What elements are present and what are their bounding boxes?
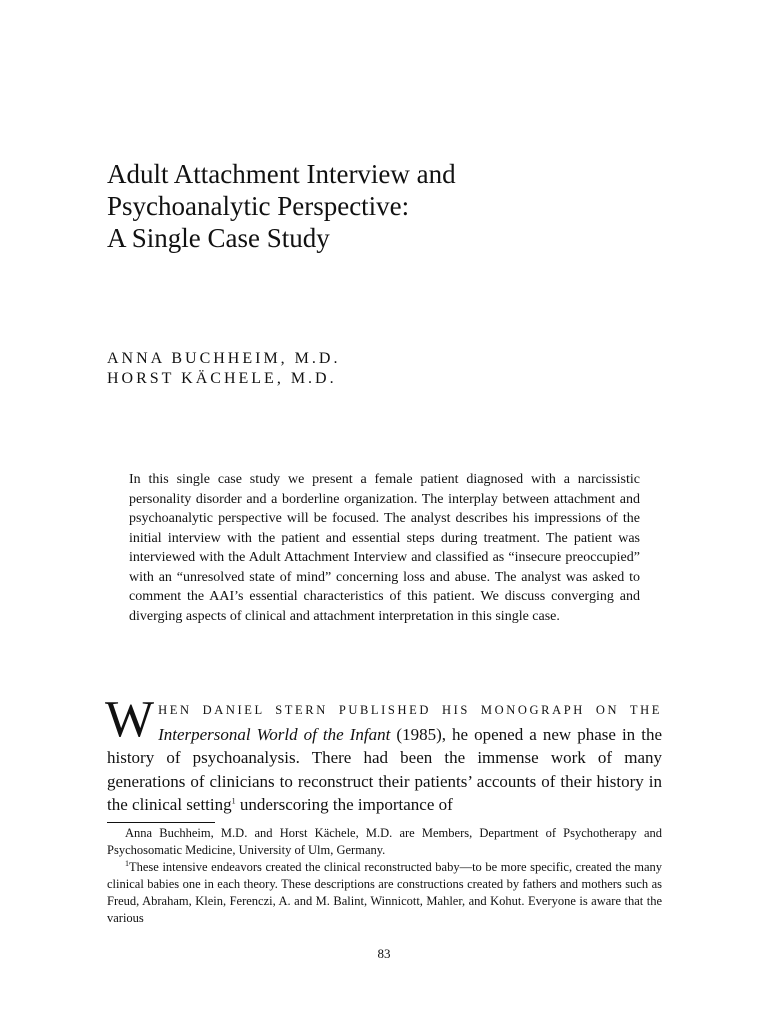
footnote-1 bbox=[107, 859, 662, 927]
footnote-ref: 1 bbox=[231, 796, 236, 806]
title-line-2: Psychoanalytic Perspective: bbox=[107, 191, 410, 221]
author-1: ANNA BUCHHEIM, M.D. bbox=[107, 350, 341, 367]
opening-smallcaps: HEN DANIEL STERN PUBLISHED HIS MONOGRAPH ON THE bbox=[158, 703, 662, 717]
book-title: Interpersonal World of the Infant bbox=[158, 724, 391, 744]
title-line-1: Adult Attachment Interview and bbox=[107, 159, 456, 189]
drop-cap: W bbox=[105, 691, 155, 748]
page-number: 83 bbox=[377, 946, 391, 961]
author-list bbox=[107, 349, 667, 389]
article-title bbox=[107, 158, 667, 254]
footnote-1-text: These intensive endeavors created the clinical reconstructed baby—to be more specific, created the many clinical babies one in each theory. These descriptions are constructions created by fathers and mothers such as Freud, Abraham, Klein, Ferenczi, A. and M. Balint, Winnicott, Mahler, and Kohut. Everyone is aware that the various bbox=[107, 860, 662, 925]
author-affiliation-note: Anna Buchheim, M.D. and Horst Kächele, M.D. are Members, Department of Psychotherapy and Psychosomatic Medicine, University of Ulm, Germany. bbox=[107, 826, 662, 857]
body-text-main: (1985), he opened a new phase in the history of psychoanalysis. There had been the immense work of many generations of clinicians to reconstruct their patients’ accounts of their history in the clinical setting bbox=[107, 724, 662, 814]
footnotes bbox=[107, 825, 662, 927]
abstract: In this single case study we present a female patient diagnosed with a narcissistic personality disorder and a borderline organization. The interplay between attachment and psychoanalytic perspective will be focused. The analyst describes his impressions of the initial interview with the patient and essential steps during treatment. The patient was interviewed with the Adult Attachment Interview and classified as “insecure preoccupied” with an “unresolved state of mind” concerning loss and abuse. The analyst was asked to comment the AAI’s essential characteristics of this patient. We discuss converging and diverging aspects of clinical and attachment interpretation in this single case. bbox=[129, 472, 640, 624]
body-text-tail: underscoring the importance of bbox=[235, 795, 453, 814]
footnote-1-marker: 1 bbox=[125, 858, 129, 868]
author-2: HORST KÄCHELE, M.D. bbox=[107, 370, 337, 387]
title-line-3: A Single Case Study bbox=[107, 223, 330, 253]
body-paragraph bbox=[105, 691, 662, 817]
footnote-divider bbox=[107, 822, 215, 823]
